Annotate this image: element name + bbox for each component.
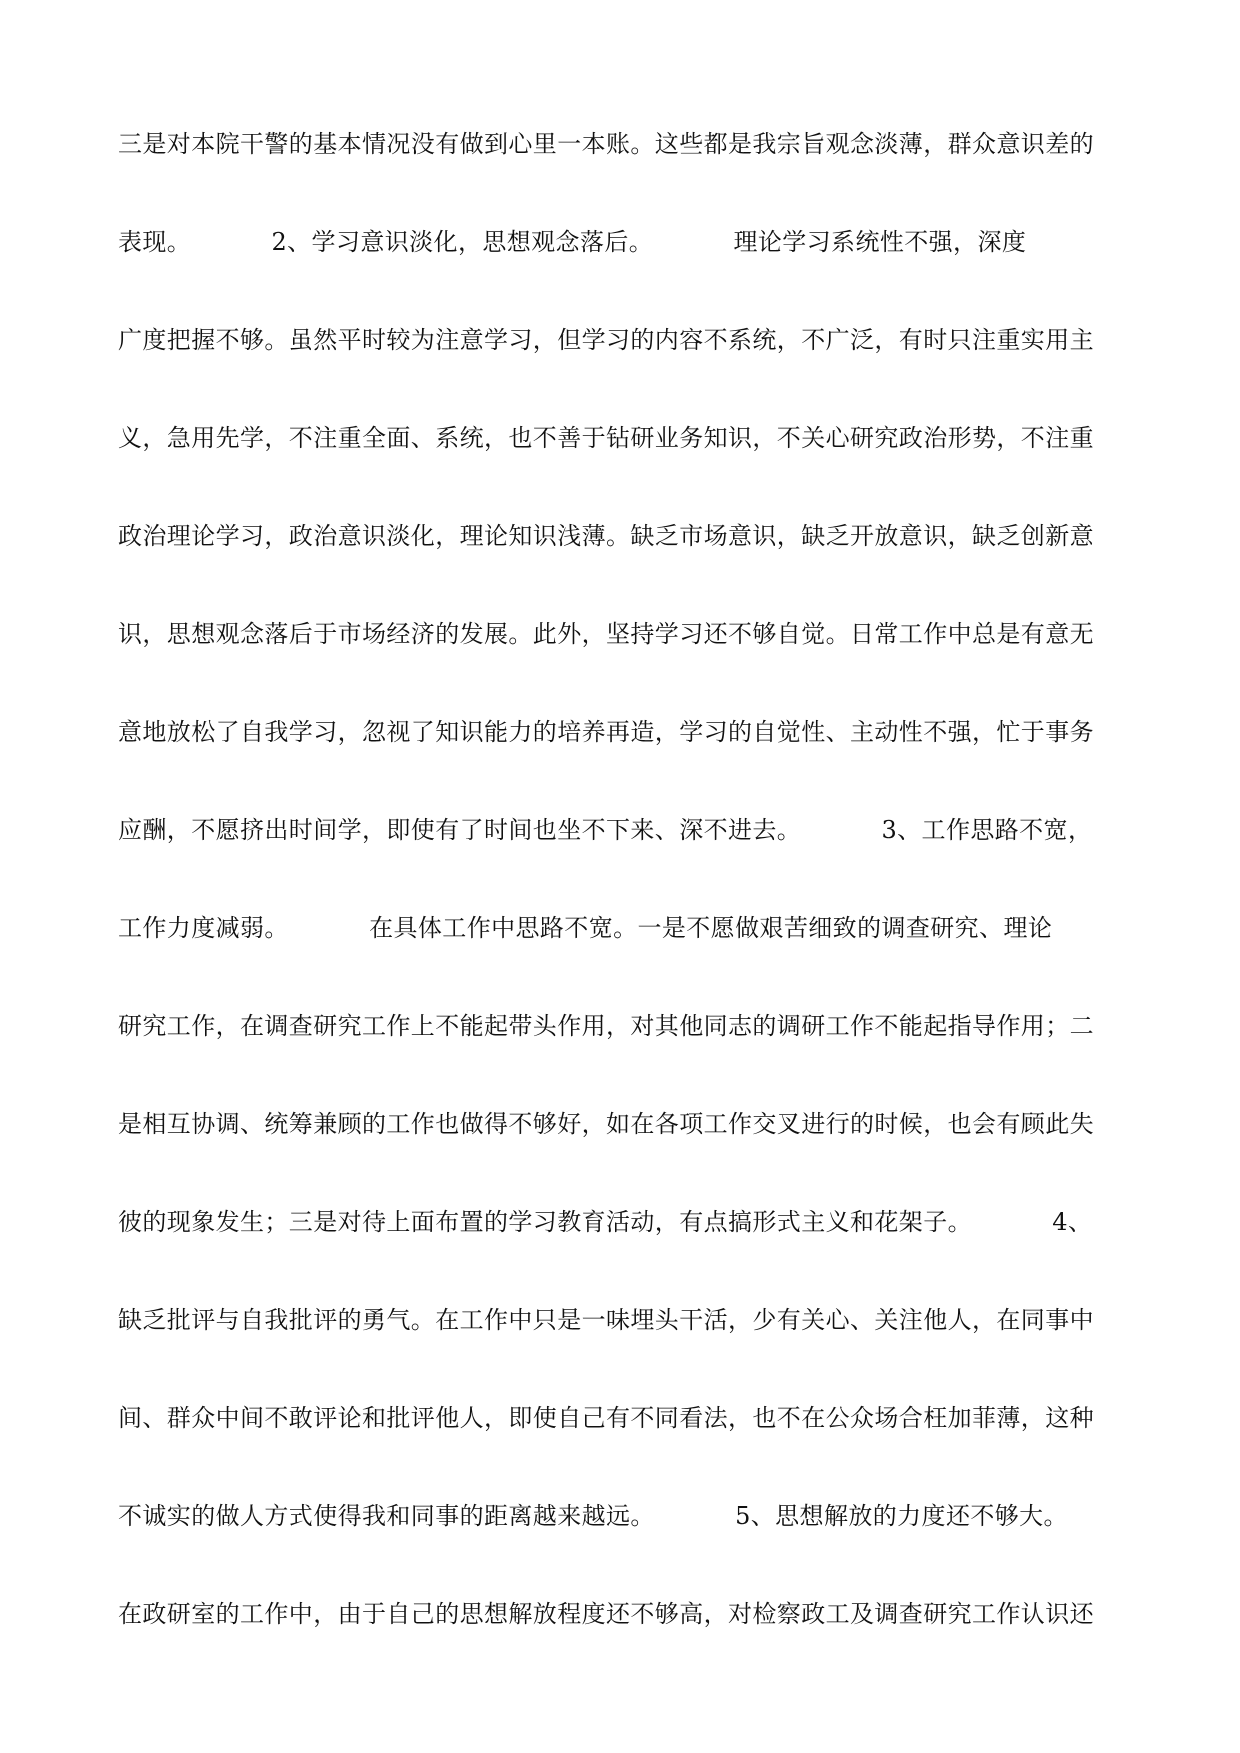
text-line: 在政研室的工作中，由于自己的思想解放程度还不够高，对检察政工及调查研究工作认识还	[118, 1600, 1094, 1628]
text-line: 识，思想观念落后于市场经济的发展。此外，坚持学习还不够自觉。日常工作中总是有意无	[118, 620, 1094, 648]
text-line: 三是对本院干警的基本情况没有做到心里一本账。这些都是我宗旨观念淡薄，群众意识差的	[118, 130, 1094, 158]
text-line: 彼的现象发生；三是对待上面布置的学习教育活动，有点搞形式主义和花架子。 4、	[118, 1208, 1093, 1236]
text-line: 表现。 2、学习意识淡化，思想观念落后。 理论学习系统性不强，深度	[118, 228, 1027, 256]
text-line: 是相互协调、统筹兼顾的工作也做得不够好，如在各项工作交叉进行的时候，也会有顾此失	[118, 1110, 1094, 1138]
text-line: 广度把握不够。虽然平时较为注意学习，但学习的内容不系统，不广泛，有时只注重实用主	[118, 326, 1094, 354]
text-line: 研究工作，在调查研究工作上不能起带头作用，对其他同志的调研工作不能起指导作用；二	[118, 1012, 1094, 1040]
text-line: 义，急用先学，不注重全面、系统，也不善于钻研业务知识，不关心研究政治形势，不注重	[118, 424, 1094, 452]
text-line: 意地放松了自我学习，忽视了知识能力的培养再造，学习的自觉性、主动性不强，忙于事务	[118, 718, 1094, 746]
text-line: 不诚实的做人方式使得我和同事的距离越来越远。 5、思想解放的力度还不够大。	[118, 1502, 1068, 1530]
text-line: 应酬，不愿挤出时间学，即使有了时间也坐不下来、深不进去。 3、工作思路不宽，	[118, 816, 1093, 844]
text-line: 工作力度减弱。 在具体工作中思路不宽。一是不愿做艰苦细致的调查研究、理论	[118, 914, 1053, 942]
text-line: 政治理论学习，政治意识淡化，理论知识浅薄。缺乏市场意识，缺乏开放意识，缺乏创新意	[118, 522, 1094, 550]
text-line: 缺乏批评与自我批评的勇气。在工作中只是一味埋头干活，少有关心、关注他人，在同事中	[118, 1306, 1094, 1334]
text-line: 间、群众中间不敢评论和批评他人，即使自己有不同看法，也不在公众场合枉加菲薄，这种	[118, 1404, 1094, 1432]
